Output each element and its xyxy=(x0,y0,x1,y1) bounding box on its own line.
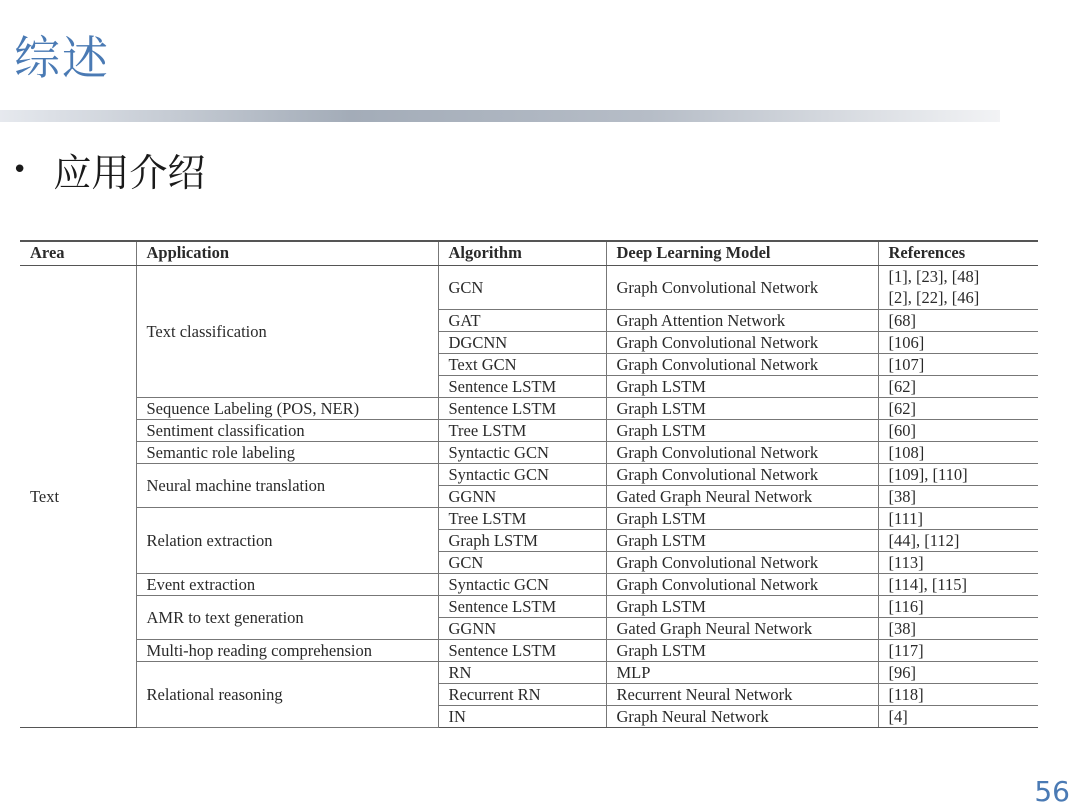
cell-references xyxy=(878,419,1038,441)
cell-algorithm: Syntactic GCN xyxy=(438,573,606,595)
cell-model: Graph LSTM xyxy=(606,639,878,661)
bullet-dot-icon: • xyxy=(12,154,28,185)
cell-model: Graph Convolutional Network xyxy=(606,463,878,485)
cell-references xyxy=(878,639,1038,661)
reference-line: [107] xyxy=(888,354,925,374)
cell-model: Gated Graph Neural Network xyxy=(606,485,878,507)
cell-model: Graph Convolutional Network xyxy=(606,331,878,353)
cell-references xyxy=(878,529,1038,551)
cell-model: MLP xyxy=(606,661,878,683)
cell-references xyxy=(878,683,1038,705)
table-body xyxy=(20,265,1038,727)
cell-references xyxy=(878,705,1038,727)
cell-references xyxy=(878,661,1038,683)
table-row xyxy=(20,419,1038,441)
cell-algorithm: Sentence LSTM xyxy=(438,375,606,397)
header-references: References xyxy=(878,241,1038,265)
cell-references xyxy=(878,397,1038,419)
cell-model: Graph Convolutional Network xyxy=(606,441,878,463)
cell-model: Graph Attention Network xyxy=(606,309,878,331)
title-divider xyxy=(0,110,1000,122)
cell-algorithm: Tree LSTM xyxy=(438,507,606,529)
cell-application: Event extraction xyxy=(136,573,438,595)
cell-references xyxy=(878,551,1038,573)
cell-algorithm: Recurrent RN xyxy=(438,683,606,705)
reference-line: [62] xyxy=(888,376,916,396)
cell-application: AMR to text generation xyxy=(136,595,438,639)
cell-algorithm: IN xyxy=(438,705,606,727)
header-algorithm: Algorithm xyxy=(438,241,606,265)
cell-algorithm: Sentence LSTM xyxy=(438,595,606,617)
reference-line: [116] xyxy=(888,596,924,616)
bullet-text: 应用介绍 xyxy=(53,151,206,195)
cell-references xyxy=(878,595,1038,617)
reference-line: [38] xyxy=(888,618,916,638)
table-row xyxy=(20,397,1038,419)
header-deep-learning-model: Deep Learning Model xyxy=(606,241,878,265)
reference-line: [96] xyxy=(888,662,916,682)
cell-model: Graph Convolutional Network xyxy=(606,551,878,573)
reference-line: [111] xyxy=(888,508,924,528)
cell-application: Semantic role labeling xyxy=(136,441,438,463)
reference-line: [118] xyxy=(888,684,924,704)
cell-application: Multi-hop reading comprehension xyxy=(136,639,438,661)
cell-model: Graph LSTM xyxy=(606,375,878,397)
table-row xyxy=(20,463,1038,485)
header-area: Area xyxy=(20,241,136,265)
cell-algorithm: GGNN xyxy=(438,485,606,507)
cell-algorithm: Graph LSTM xyxy=(438,529,606,551)
cell-algorithm: Tree LSTM xyxy=(438,419,606,441)
reference-line: [2], [22], [46] xyxy=(888,288,980,307)
cell-algorithm: Sentence LSTM xyxy=(438,639,606,661)
table-header-row xyxy=(20,241,1038,265)
cell-area: Text xyxy=(20,265,136,727)
cell-references xyxy=(878,463,1038,485)
table-row xyxy=(20,507,1038,529)
table-row xyxy=(20,595,1038,617)
cell-application: Neural machine translation xyxy=(136,463,438,507)
cell-references xyxy=(878,353,1038,375)
reference-line: [106] xyxy=(888,332,925,352)
table-row xyxy=(20,573,1038,595)
cell-algorithm: DGCNN xyxy=(438,331,606,353)
applications-table-container xyxy=(20,240,1038,728)
cell-algorithm: Syntactic GCN xyxy=(438,463,606,485)
reference-line: [4] xyxy=(888,706,908,726)
cell-model: Gated Graph Neural Network xyxy=(606,617,878,639)
cell-application: Sequence Labeling (POS, NER) xyxy=(136,397,438,419)
cell-references xyxy=(878,573,1038,595)
cell-algorithm: Syntactic GCN xyxy=(438,441,606,463)
header-application: Application xyxy=(136,241,438,265)
cell-model: Graph LSTM xyxy=(606,419,878,441)
cell-application: Text classification xyxy=(136,265,438,397)
cell-application: Relation extraction xyxy=(136,507,438,573)
cell-algorithm: RN xyxy=(438,661,606,683)
cell-algorithm: GGNN xyxy=(438,617,606,639)
cell-model: Graph LSTM xyxy=(606,529,878,551)
cell-references xyxy=(878,331,1038,353)
cell-algorithm: GAT xyxy=(438,309,606,331)
reference-line: [38] xyxy=(888,486,916,506)
cell-model: Graph Convolutional Network xyxy=(606,573,878,595)
cell-algorithm: Text GCN xyxy=(438,353,606,375)
cell-model: Graph Convolutional Network xyxy=(606,353,878,375)
slide-title: 综述 xyxy=(14,31,110,85)
bullet-item xyxy=(12,142,205,197)
page-number: 56 xyxy=(1034,775,1070,808)
reference-line: [114], [115] xyxy=(888,574,968,594)
table-row xyxy=(20,265,1038,309)
cell-model: Graph LSTM xyxy=(606,397,878,419)
reference-line: [113] xyxy=(888,552,924,572)
table-row xyxy=(20,661,1038,683)
cell-algorithm: GCN xyxy=(438,265,606,309)
reference-line: [108] xyxy=(888,442,925,462)
cell-references xyxy=(878,617,1038,639)
cell-algorithm: Sentence LSTM xyxy=(438,397,606,419)
reference-line: [44], [112] xyxy=(888,530,960,550)
reference-line: [117] xyxy=(888,640,924,660)
cell-references xyxy=(878,265,1038,309)
cell-references xyxy=(878,507,1038,529)
reference-line: [60] xyxy=(888,420,916,440)
cell-model: Recurrent Neural Network xyxy=(606,683,878,705)
cell-model: Graph LSTM xyxy=(606,595,878,617)
reference-line: [109], [110] xyxy=(888,464,968,484)
cell-references xyxy=(878,309,1038,331)
cell-references xyxy=(878,485,1038,507)
cell-model: Graph Convolutional Network xyxy=(606,265,878,309)
table-row xyxy=(20,441,1038,463)
cell-model: Graph LSTM xyxy=(606,507,878,529)
table-row xyxy=(20,639,1038,661)
reference-line: [68] xyxy=(888,310,916,330)
cell-application: Sentiment classification xyxy=(136,419,438,441)
applications-table xyxy=(20,240,1038,728)
reference-line: [1], [23], [48] xyxy=(888,267,980,286)
cell-application: Relational reasoning xyxy=(136,661,438,727)
cell-references xyxy=(878,375,1038,397)
cell-algorithm: GCN xyxy=(438,551,606,573)
cell-model: Graph Neural Network xyxy=(606,705,878,727)
cell-references xyxy=(878,441,1038,463)
reference-line: [62] xyxy=(888,398,916,418)
